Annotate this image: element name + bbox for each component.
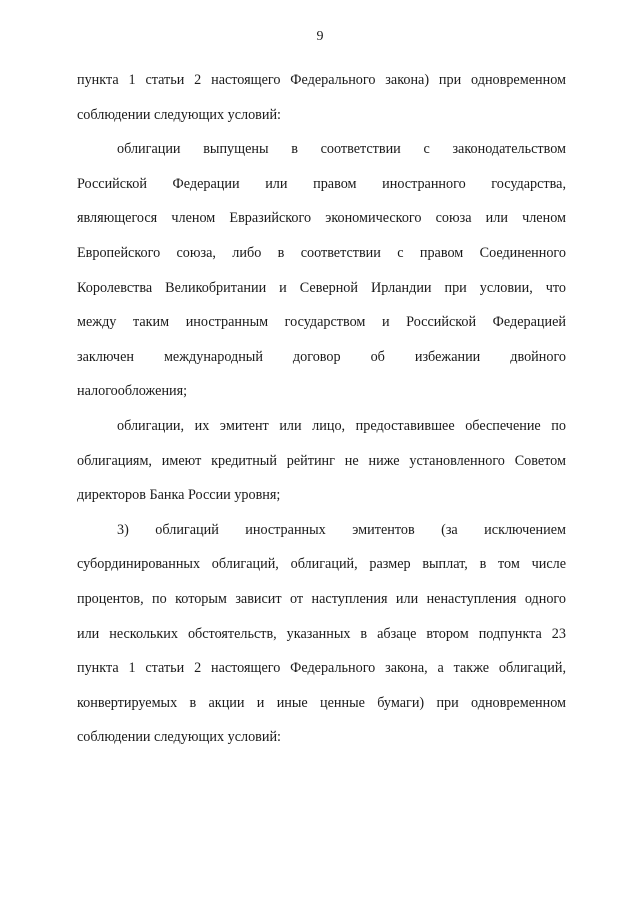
- paragraph: [77, 409, 566, 513]
- paragraph: [77, 132, 566, 409]
- text-line: или нескольких обстоятельств, указанных в абзаце втором подпункта 23: [77, 625, 566, 642]
- text-line: пункта 1 статьи 2 настоящего Федерального закона, а также облигаций,: [77, 660, 566, 677]
- text-line: субординированных облигаций, облигаций, размер выплат, в том числе: [77, 556, 566, 573]
- text-line: облигации выпущены в соответствии с законодательством: [117, 141, 566, 158]
- page-number: 9: [316, 29, 324, 44]
- text-line: облигации, их эмитент или лицо, предоставившее обеспечение по: [117, 417, 566, 434]
- paragraph: [77, 513, 566, 755]
- text-line: конвертируемых в акции и иные ценные бумаги) при одновременном: [77, 694, 566, 711]
- text-line: Европейского союза, либо в соответствии с правом Соединенного: [77, 244, 566, 261]
- text-line: являющегося членом Евразийского экономического союза или членом: [77, 210, 566, 227]
- text-line: налогообложения;: [77, 383, 188, 400]
- text-line: Королевства Великобритании и Северной Ирландии при условии, что: [77, 279, 566, 296]
- text-line: пункта 1 статьи 2 настоящего Федерального закона) при одновременном: [77, 72, 566, 88]
- text-line: директоров Банка России уровня;: [77, 487, 281, 504]
- text-line: соблюдении следующих условий:: [77, 729, 281, 746]
- paragraph: [77, 63, 566, 132]
- text-line: процентов, по которым зависит от наступления или ненаступления одного: [77, 590, 566, 607]
- text-line: облигациям, имеют кредитный рейтинг не ниже установленного Советом: [77, 452, 566, 469]
- text-line: между таким иностранным государством и Российской Федерацией: [77, 314, 566, 331]
- text-line: соблюдении следующих условий:: [77, 106, 281, 123]
- text-line: Российской Федерации или правом иностранного государства,: [77, 175, 566, 192]
- document-body: [77, 63, 566, 755]
- text-line: 3) облигаций иностранных эмитентов (за исключением: [117, 521, 566, 538]
- text-line: заключен международный договор об избежании двойного: [77, 348, 566, 365]
